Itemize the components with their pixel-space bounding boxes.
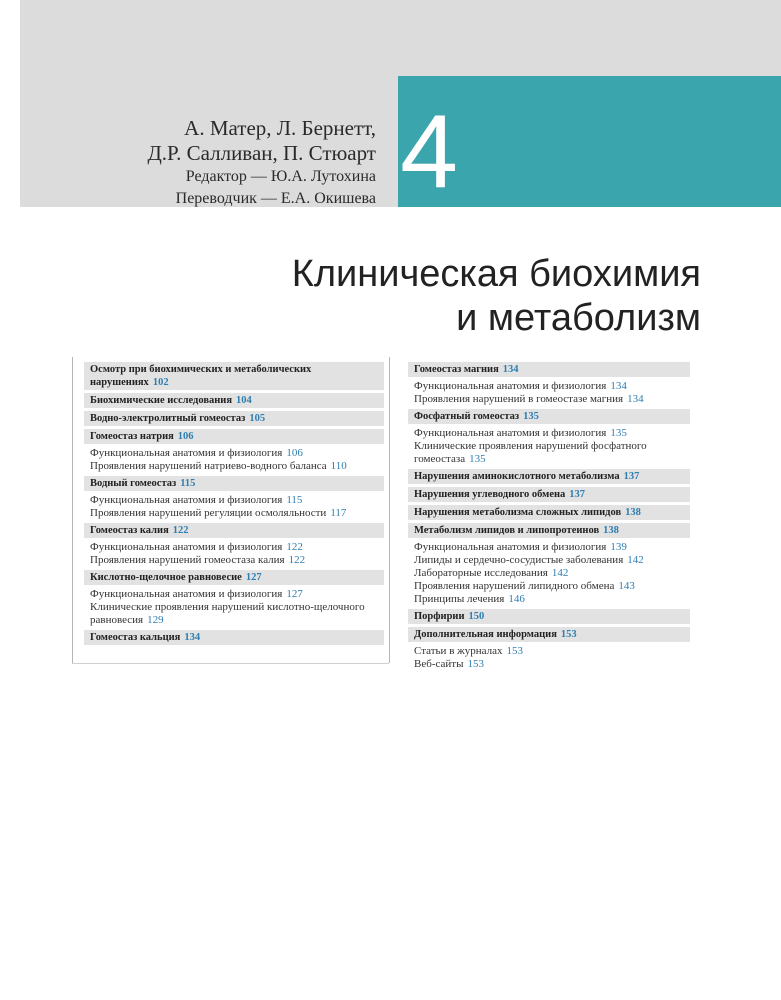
toc-section-title: Гомеостаз натрия	[90, 431, 174, 442]
toc-column-divider	[389, 357, 390, 663]
toc-subsection-title: Проявления нарушений регуляции осмоляльности	[90, 507, 327, 519]
toc-section-title: Дополнительная информация	[414, 629, 557, 640]
toc-section-title: Кислотно-щелочное равновесие	[90, 572, 242, 583]
toc-page-number: 134	[502, 364, 519, 375]
toc-section-title: Фосфатный гомеостаз	[414, 411, 520, 422]
chapter-number: 4	[400, 94, 458, 210]
toc-subsection-item[interactable]	[414, 440, 684, 466]
toc-subsection-item[interactable]	[414, 554, 684, 567]
toc-subsection-list	[408, 541, 690, 606]
toc-page-number: 127	[245, 572, 262, 583]
toc-section-title: Метаболизм липидов и липопротеинов	[414, 525, 600, 536]
toc-page-number: 117	[330, 507, 347, 519]
toc-subsection-list	[84, 494, 384, 520]
toc-subsection-item[interactable]	[414, 658, 684, 671]
toc-subsection-title: Статьи в журналах	[414, 645, 503, 657]
toc-section-heading[interactable]	[84, 362, 384, 390]
toc-section-heading[interactable]	[84, 393, 384, 408]
toc-subsection-title: Функциональная анатомия и физиология	[414, 541, 607, 553]
toc-subsection-item[interactable]	[414, 567, 684, 580]
toc-subsection-list	[408, 645, 690, 671]
toc-page-number: 150	[468, 611, 485, 622]
toc-page-number: 129	[147, 614, 164, 626]
toc-section-title: Гомеостаз кальция	[90, 632, 181, 643]
chapter-title-line-2: и метаболизм	[456, 297, 701, 339]
toc-section-title: Нарушения аминокислотного метаболизма	[414, 471, 620, 482]
toc-page-number: 142	[551, 567, 569, 579]
toc-page-number: 135	[523, 411, 539, 422]
toc-section-heading[interactable]	[84, 476, 384, 491]
toc-page-number: 153	[467, 658, 484, 670]
toc-subsection-item[interactable]	[90, 447, 378, 460]
toc-page-number: 134	[184, 632, 201, 643]
toc-subsection-item[interactable]	[414, 580, 684, 593]
toc-subsection-title: Проявления нарушений гомеостаза калия	[90, 554, 285, 566]
toc-subsection-title: Функциональная анатомия и физиология	[90, 447, 283, 459]
toc-subsection-item[interactable]	[90, 494, 378, 507]
toc-page-number: 134	[627, 393, 644, 405]
chapter-title-line-1: Клиническая биохимия	[291, 253, 701, 295]
toc-bottom-rule	[72, 663, 389, 664]
toc-subsection-title: Лабораторные исследования	[414, 567, 548, 579]
toc-section-title: Водный гомеостаз	[90, 478, 177, 489]
toc-page-number: 138	[625, 507, 641, 518]
toc-page-number: 138	[603, 525, 619, 536]
toc-page-number: 106	[286, 447, 303, 459]
toc-left-rule	[72, 357, 73, 663]
toc-page-number: 127	[286, 588, 303, 600]
toc-subsection-item[interactable]	[90, 507, 378, 520]
toc-page-number: 142	[627, 554, 644, 566]
toc-page-number: 122	[286, 541, 303, 553]
toc-subsection-title: Клинические проявления нарушений фосфатного гомеостаза	[414, 440, 647, 465]
toc-section-heading[interactable]	[408, 409, 690, 424]
toc-subsection-item[interactable]	[90, 601, 378, 627]
toc-subsection-list	[408, 427, 690, 466]
toc-section-heading[interactable]	[408, 469, 690, 484]
toc-page-number: 106	[177, 431, 194, 442]
toc-page-number: 153	[560, 629, 577, 640]
toc-page-number: 153	[506, 645, 523, 657]
toc-page-number: 102	[152, 377, 169, 388]
toc-subsection-title: Веб-сайты	[414, 658, 464, 670]
toc-page-number: 139	[610, 541, 627, 553]
toc-subsection-list	[408, 380, 690, 406]
toc-subsection-item[interactable]	[90, 588, 378, 601]
toc-page-number: 146	[508, 593, 525, 605]
translator-credit: Переводчик — Е.А. Окишева	[175, 190, 376, 207]
toc-section-heading[interactable]	[408, 505, 690, 520]
toc-subsection-title: Липиды и сердечно-сосудистые заболевания	[414, 554, 624, 566]
authors-block	[147, 116, 376, 210]
toc-subsection-title: Функциональная анатомия и физиология	[90, 588, 283, 600]
toc-subsection-title: Функциональная анатомия и физиология	[414, 427, 607, 439]
toc-section-title: Гомеостаз калия	[90, 525, 169, 536]
toc-page-number: 135	[469, 453, 486, 465]
chapter-title	[292, 252, 701, 340]
toc-subsection-item[interactable]	[90, 554, 378, 567]
toc-page-number: 134	[610, 380, 627, 392]
toc-subsection-title: Функциональная анатомия и физиология	[414, 380, 607, 392]
toc-right-column	[408, 362, 690, 674]
toc-subsection-item[interactable]	[90, 541, 378, 554]
toc-section-title: Гомеостаз магния	[414, 364, 499, 375]
toc-section-heading[interactable]	[84, 429, 384, 444]
toc-section-heading[interactable]	[408, 523, 690, 538]
toc-subsection-title: Принципы лечения	[414, 593, 505, 605]
toc-page-number: 104	[236, 395, 252, 406]
toc-section-heading[interactable]	[408, 627, 690, 642]
toc-left-column	[84, 362, 384, 648]
toc-section-heading[interactable]	[408, 487, 690, 502]
toc-subsection-list	[84, 447, 384, 473]
toc-section-heading[interactable]	[84, 630, 384, 645]
authors-line-1: А. Матер, Л. Бернетт,	[184, 116, 376, 140]
toc-page-number: 122	[172, 525, 189, 536]
toc-page-number: 110	[330, 460, 347, 472]
toc-subsection-title: Клинические проявления нарушений кислотно-щелочного равновесия	[90, 601, 365, 626]
toc-page-number: 115	[180, 478, 196, 489]
toc-section-heading[interactable]	[84, 570, 384, 585]
toc-subsection-title: Проявления нарушений натриево-водного баланса	[90, 460, 327, 472]
toc-page-number: 143	[618, 580, 635, 592]
authors-line-2: Д.Р. Салливан, П. Стюарт	[147, 141, 376, 165]
toc-section-heading[interactable]	[84, 411, 384, 426]
toc-section-title: Осмотр при биохимических и метаболических нарушениях	[90, 364, 312, 388]
toc-page-number: 122	[288, 554, 306, 566]
editor-credit: Редактор — Ю.А. Лутохина	[185, 168, 376, 185]
toc-subsection-item[interactable]	[414, 393, 684, 406]
toc-section-heading[interactable]	[408, 609, 690, 624]
toc-subsection-item[interactable]	[414, 380, 684, 393]
toc-page-number: 137	[623, 471, 640, 482]
toc-subsection-item[interactable]	[414, 593, 684, 606]
toc-section-title: Биохимические исследования	[90, 395, 233, 406]
toc-subsection-item[interactable]	[414, 427, 684, 440]
toc-subsection-item[interactable]	[414, 645, 684, 658]
toc-section-title: Нарушения углеводного обмена	[414, 489, 566, 500]
toc-subsection-title: Проявления нарушений в гомеостазе магния	[414, 393, 624, 405]
toc-subsection-title: Проявления нарушений липидного обмена	[414, 580, 615, 592]
toc-subsection-title: Функциональная анатомия и физиология	[90, 541, 283, 553]
toc-page-number: 105	[249, 413, 266, 424]
toc-page-number: 115	[286, 494, 303, 506]
toc-section-title: Водно-электролитный гомеостаз	[90, 413, 246, 424]
toc-section-title: Порфирии	[414, 611, 465, 622]
toc-section-heading[interactable]	[408, 362, 690, 377]
toc-subsection-title: Функциональная анатомия и физиология	[90, 494, 283, 506]
toc-subsection-list	[84, 541, 384, 567]
toc-section-heading[interactable]	[84, 523, 384, 538]
toc-subsection-item[interactable]	[90, 460, 378, 473]
toc-page-number: 137	[569, 489, 586, 500]
toc-subsection-list	[84, 588, 384, 627]
toc-section-title: Нарушения метаболизма сложных липидов	[414, 507, 622, 518]
toc-page-number: 135	[610, 427, 627, 439]
toc-subsection-item[interactable]	[414, 541, 684, 554]
